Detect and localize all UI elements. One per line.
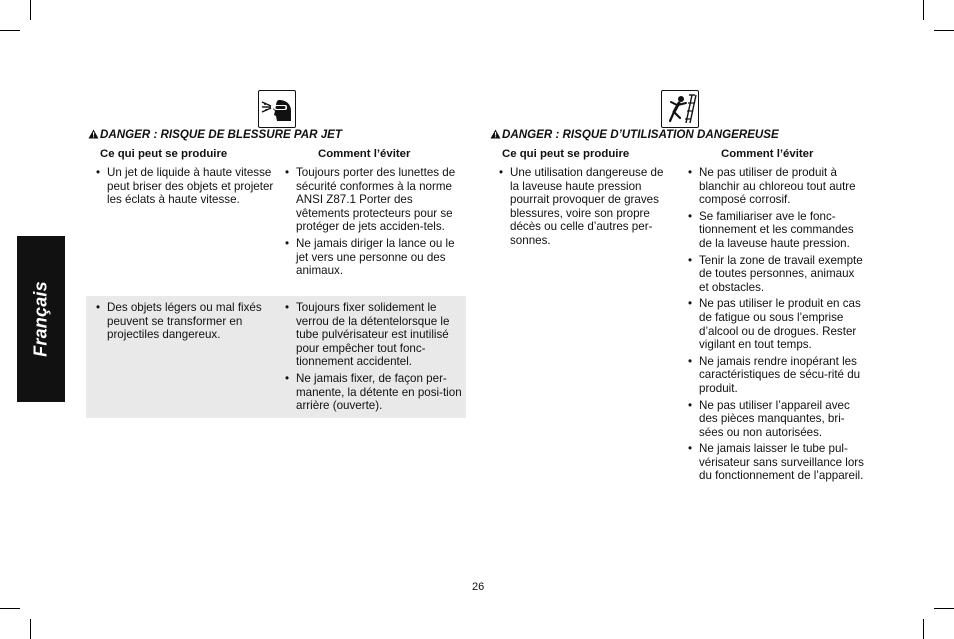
slip-fall-icon [661,90,699,128]
list-item: • Ne pas utiliser le produit en cas de fatigue ou sous l’emprise d’alcool ou de drogues. Rester vigilant en tout temps. [687,297,867,351]
list-item: • Toujours porter des lunettes de sécurité conformes à la norme ANSI Z87.1 Porter des vêtements protecteurs pour se protéger de jets acciden-tels. [284,166,464,234]
list-item: • Tenir la zone de travail exempte de toutes personnes, animaux et obstacles. [687,254,867,295]
page-number: 26 [472,581,485,593]
language-tab-label: Français [30,281,51,357]
hazard-list [95,301,275,345]
prevention-list [284,166,464,281]
list-item: • Toujours fixer solidement le verrou de la détentelorsque le tube pulvérisateur est inutilisé pour empêcher tout fonc-tionnement accidentel. [284,301,464,369]
warning-triangle-icon [490,129,501,139]
hazard-list [95,166,275,210]
danger-title-use: DANGER : RISQUE D’UTILISATION DANGEREUSE [490,128,779,141]
danger-title-jet: DANGER : RISQUE DE BLESSURE PAR JET [88,128,342,141]
column-header-what: Ce qui peut se produire [100,148,228,160]
prevention-list [284,301,464,416]
list-item: • Ne jamais diriger la lance ou le jet vers une personne ou des animaux. [284,237,464,278]
list-item: • Des objets légers ou mal fixés peuvent se transformer en projectiles dangereux. [95,301,275,342]
column-header-what: Ce qui peut se produire [502,148,630,160]
list-item: • Se familiariser ave le fonc-tionnement et les commandes de la laveuse haute pression. [687,210,867,251]
language-tab [17,236,65,402]
list-item: • Ne jamais laisser le tube pul-vérisateur sans surveillance lors du fonctionnement de l’appareil. [687,442,867,483]
list-item: • Ne jamais fixer, de façon per-manente, la détente en posi-tion arrière (ouverte). [284,372,464,413]
column-header-how: Comment l’éviter [721,148,814,160]
hazard-list [498,166,673,251]
warning-triangle-icon [88,129,99,139]
prevention-list [687,166,867,486]
list-item: • Ne jamais rendre inopérant les caractéristiques de sécu-rité du produit. [687,355,867,396]
list-item: • Une utilisation dangereuse de la laveuse haute pression pourrait provoquer de graves blessures, voire son propre décès ou celle d’autres per-sonnes. [498,166,673,248]
list-item: • Ne pas utiliser de produit à blanchir au chloreou tout autre composé corrosif. [687,166,867,207]
goggles-spray-icon [258,90,296,128]
list-item: • Ne pas utiliser l’appareil avec des pièces manquantes, bri-sées ou non autorisées. [687,399,867,440]
column-header-how: Comment l’éviter [318,148,411,160]
list-item: • Un jet de liquide à haute vitesse peut briser des objets et projeter les éclats à haute vitesse. [95,166,275,207]
